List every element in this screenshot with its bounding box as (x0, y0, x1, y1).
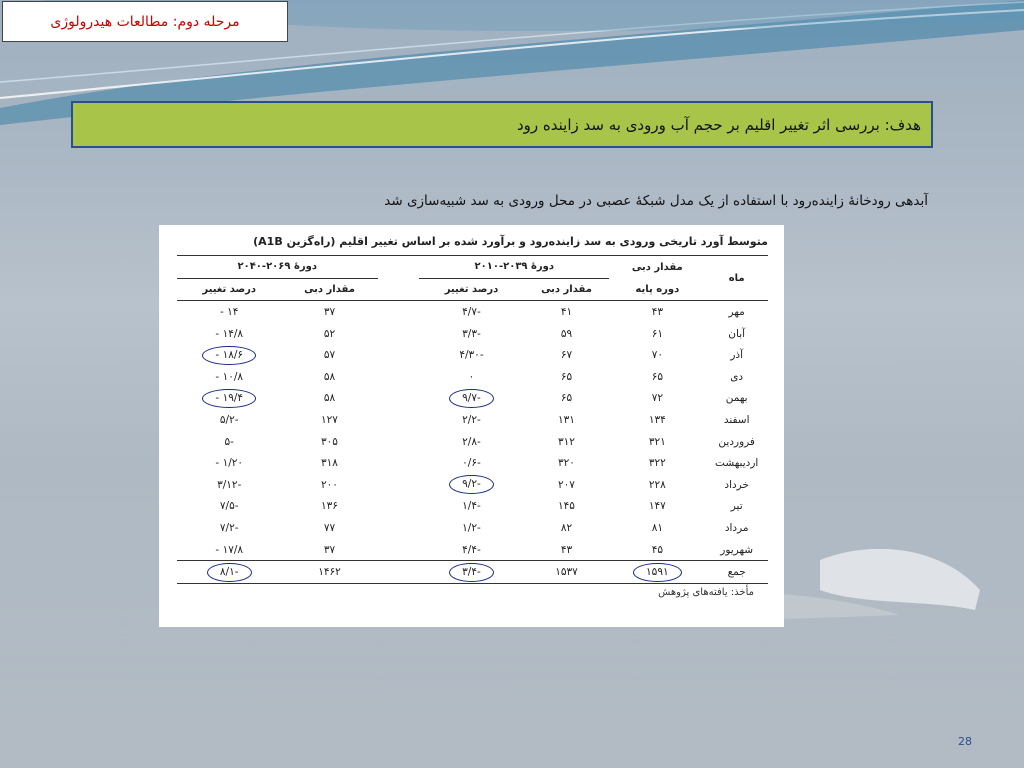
month-cell: بهمن (725, 392, 748, 405)
table-row (177, 344, 768, 366)
total-p2-change-highlighted (177, 561, 281, 584)
base-flow-cell: ۶۵ (651, 370, 663, 383)
p2-change-cell-highlighted (177, 344, 281, 366)
p1-flow-cell: ۶۵ (560, 392, 573, 405)
p2-change-header: درصد تغییر (177, 278, 281, 301)
month-cell: شهریور (720, 543, 754, 556)
highlight-circle: ۱۵۹۱ (633, 563, 682, 582)
p2-flow-cell: ۷۷ (323, 521, 336, 534)
base-flow-cell: ۴۵ (651, 543, 663, 556)
p2-change-cell: ۱/۲۰ - (215, 457, 244, 470)
base-flow-cell: ۳۲۱ (648, 435, 666, 448)
p2-change-cell: ۱۷/۸ - (215, 543, 244, 556)
spacer-header (378, 256, 420, 279)
table-image-panel (159, 225, 784, 627)
base-flow-cell: ۶۱ (651, 327, 663, 340)
p1-flow-cell: ۶۵ (560, 370, 573, 383)
table-row (177, 496, 768, 518)
table-row (177, 474, 768, 496)
flow-table (177, 255, 768, 584)
table-row (177, 431, 768, 453)
month-cell: اسفند (723, 413, 750, 426)
highlight-circle: -۹/۲ (449, 475, 494, 494)
p2-change-cell: ۱۴ - (220, 305, 239, 318)
table-row (177, 323, 768, 345)
p1-flow-cell: ۱۳۱ (558, 413, 575, 426)
table-row (177, 388, 768, 410)
p2-flow-cell: ۵۸ (323, 370, 336, 383)
table-row (177, 452, 768, 474)
base-flow-cell: ۸۱ (651, 521, 663, 534)
p1-flow-cell: ۲۰۷ (558, 478, 575, 491)
p2-change-cell: -۵ (224, 435, 234, 448)
base-flow-cell: ۷۲ (651, 392, 663, 405)
period1-header: دورهٔ ۲۰۳۹-۲۰۱۰ (419, 256, 609, 279)
month-cell: اردیبهشت (715, 457, 759, 470)
base-flow-cell: ۳۲۲ (648, 457, 666, 470)
table-row (177, 517, 768, 539)
p2-flow-cell: ۳۷ (323, 305, 336, 318)
highlight-circle: ۱۹/۴ - (202, 389, 256, 408)
p2-flow-cell: ۳۱۸ (321, 457, 338, 470)
total-base-highlighted (609, 561, 705, 584)
highlight-circle: -۹/۷ (449, 389, 494, 408)
source-note: مأخذ: یافته‌های پژوهش (658, 587, 754, 598)
p1-flow-cell: ۸۲ (560, 521, 573, 534)
p2-flow-header: مقدار دبی (281, 278, 377, 301)
month-cell: آبان (728, 327, 746, 340)
goal-banner (71, 101, 933, 148)
total-label: جمع (705, 561, 768, 584)
p1-change-cell-highlighted (419, 388, 523, 410)
p1-change-cell: ۰ (468, 370, 475, 383)
month-header: ماه (705, 256, 768, 301)
total-p1-change-highlighted (419, 561, 523, 584)
month-cell: مهر (728, 305, 745, 318)
table-row (177, 539, 768, 561)
p2-flow-cell: ۲۰۰ (321, 478, 338, 491)
p2-flow-cell: ۵۲ (323, 327, 336, 340)
p2-flow-cell: ۳۷ (323, 543, 336, 556)
intro-paragraph: آبدهی رودخانهٔ زاینده‌رود با استفاده از یک مدل شبکهٔ عصبی در محل ورودی به سد شبیه‌سازی شد (384, 193, 928, 209)
p1-flow-cell: ۴۳ (560, 543, 573, 556)
base-flow-cell: ۴۳ (651, 305, 663, 318)
p2-change-cell: -۷/۲ (219, 521, 239, 534)
p1-flow-cell: ۶۷ (560, 349, 573, 362)
total-p2-flow: ۱۴۶۲ (281, 561, 377, 584)
p2-change-cell: -۷/۵ (219, 500, 239, 513)
p2-flow-cell: ۵۷ (323, 349, 336, 362)
month-cell: آذر (730, 349, 744, 362)
p1-flow-cell: ۱۴۵ (558, 500, 575, 513)
table-row (177, 366, 768, 388)
p1-flow-cell: ۳۱۲ (558, 435, 575, 448)
p1-change-cell-highlighted (419, 474, 523, 496)
month-cell: خرداد (724, 478, 749, 491)
p1-change-cell: -۰/۶ (462, 457, 481, 470)
p1-change-header: درصد تغییر (419, 278, 523, 301)
p2-flow-cell: ۳۰۵ (321, 435, 338, 448)
p2-flow-cell: ۵۸ (323, 392, 336, 405)
p1-change-cell: -۱/۴ (462, 500, 481, 513)
highlight-circle: ۱۸/۶ - (202, 346, 256, 365)
base-flow-cell: ۱۴۷ (648, 500, 666, 513)
p2-change-cell: -۳/۱۲ (217, 478, 242, 491)
p1-change-cell: -۴/۷ (462, 305, 481, 318)
page-number: 28 (958, 735, 972, 748)
goal-text: هدف: بررسی اثر تغییر اقلیم بر حجم آب ورودی به سد زاینده رود (516, 115, 921, 134)
base-flow-header-top: مقدار دبی (631, 261, 683, 273)
table-row (177, 409, 768, 431)
base-flow-cell: ۱۳۴ (648, 413, 666, 426)
p1-change-cell: -۲/۸ (462, 435, 481, 448)
p1-change-cell: -۱/۲ (462, 521, 481, 534)
period2-header: دورهٔ ۲۰۶۹-۲۰۴۰ (177, 256, 378, 279)
month-cell: تیر (730, 500, 743, 513)
total-p1-flow: ۱۵۳۷ (524, 561, 610, 584)
p2-change-cell: ۱۴/۸ - (215, 327, 244, 340)
table-caption: متوسط آورد تاریخی ورودی به سد زاینده‌رود و برآورد شده بر اساس تغییر اقلیم (راه‌گزین A1B) (253, 235, 768, 248)
p2-flow-cell: ۱۳۶ (321, 500, 338, 513)
total-row (177, 561, 768, 584)
p1-flow-cell: ۴۱ (560, 305, 573, 318)
p1-change-cell: -۴/۳۰ (459, 349, 484, 362)
month-cell: دی (730, 370, 744, 383)
highlight-circle: -۸/۱ (207, 563, 252, 582)
base-flow-cell: ۲۲۸ (648, 478, 666, 491)
p1-change-cell: -۴/۴ (462, 543, 481, 556)
base-flow-header-bottom: دوره پایه (609, 278, 705, 301)
stage-title-box (2, 1, 288, 42)
spacer-header-sub (378, 278, 420, 301)
highlight-circle: -۳/۴ (449, 563, 494, 582)
p2-change-cell: -۵/۲ (219, 413, 239, 426)
stage-title: مرحله دوم: مطالعات هیدرولوژی (50, 13, 240, 30)
p2-change-cell: ۱۰/۸ - (215, 370, 244, 383)
p1-flow-header: مقدار دبی (524, 278, 610, 301)
p1-change-cell: -۲/۲ (462, 413, 481, 426)
p1-flow-cell: ۵۹ (560, 327, 573, 340)
month-cell: فروردین (718, 435, 755, 448)
base-flow-cell: ۷۰ (651, 349, 663, 362)
p1-change-cell: -۳/۳ (462, 327, 481, 340)
p2-change-cell-highlighted (177, 388, 281, 410)
table-row (177, 301, 768, 323)
p1-flow-cell: ۳۲۰ (558, 457, 575, 470)
p2-flow-cell: ۱۲۷ (321, 413, 338, 426)
month-cell: مرداد (724, 521, 749, 534)
